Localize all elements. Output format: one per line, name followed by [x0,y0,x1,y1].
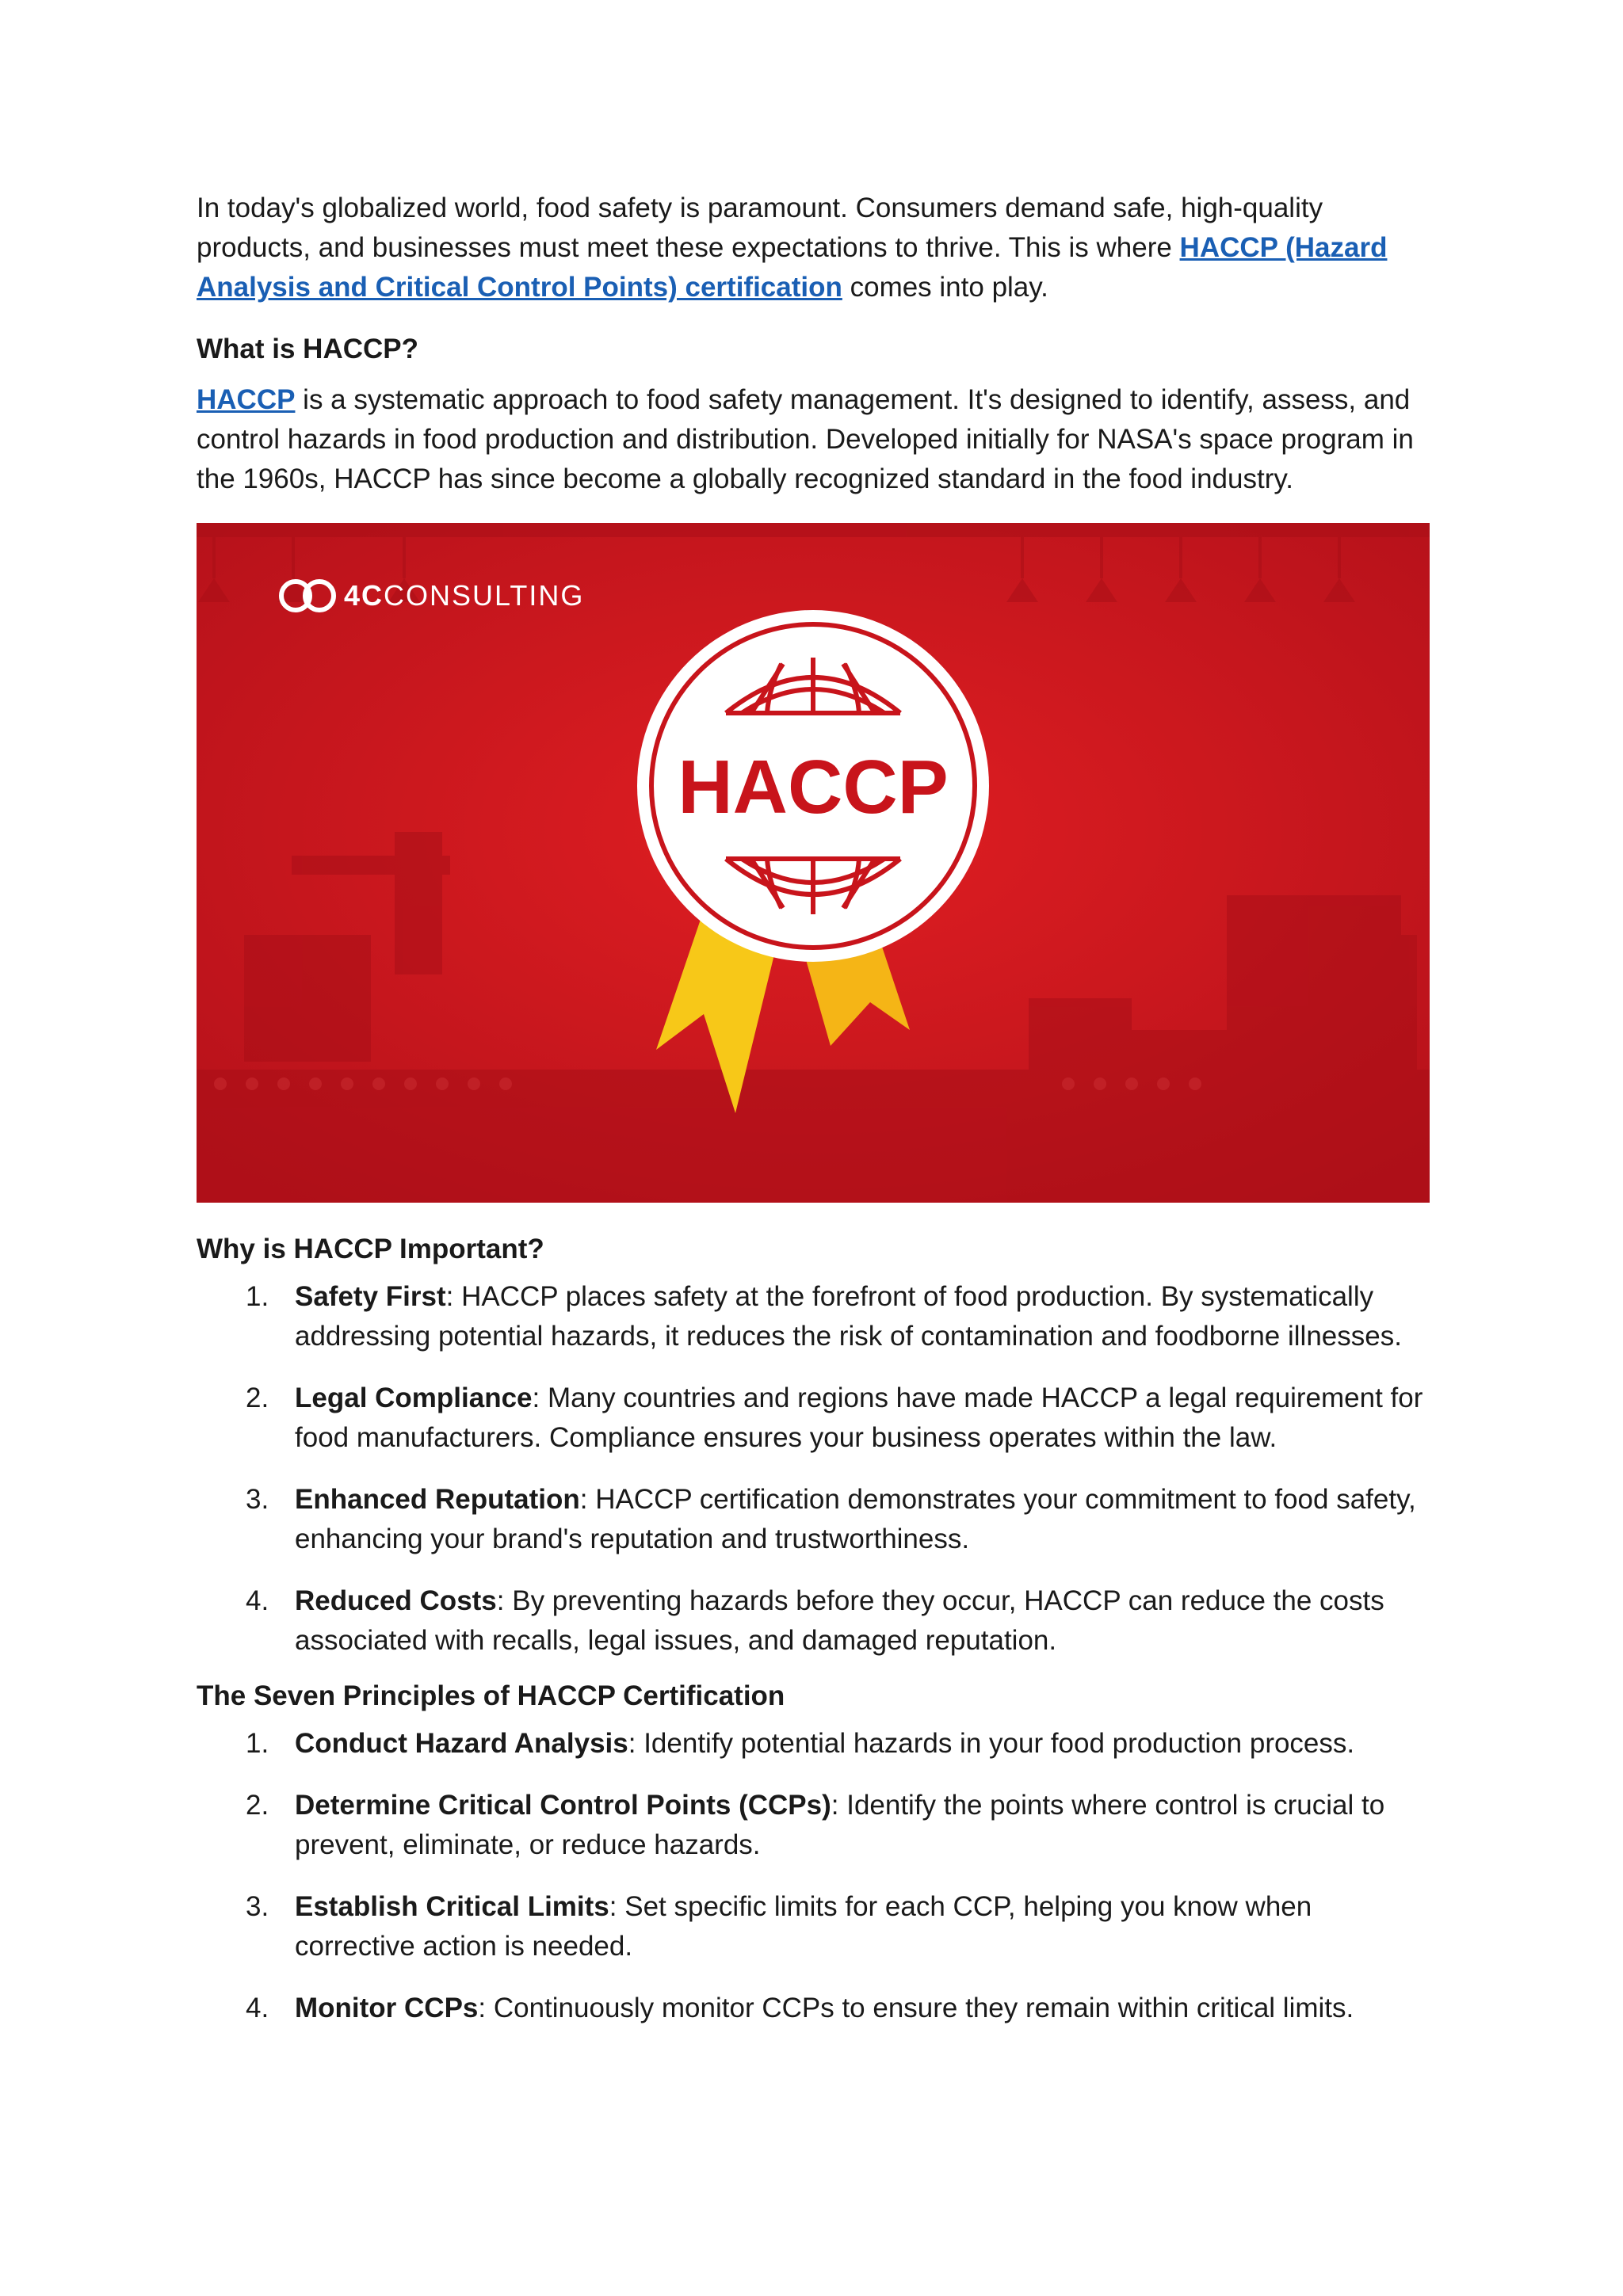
list-number: 3. [246,1484,269,1515]
list-term: Conduct Hazard Analysis [295,1728,628,1759]
haccp-link[interactable]: HACCP [197,384,296,415]
list-text: : By preventing hazards before they occur, HACCP can reduce the costs associated with recalls, legal issues, and damaged reputation. [295,1585,1384,1656]
list-number: 1. [246,1728,269,1759]
haccp-banner-image [197,523,1430,1203]
list-text: : HACCP places safety at the forefront of food production. By systematically addressing potential hazards, it reduces the risk of contamination and foodborne illnesses. [295,1281,1402,1352]
list-item [197,1786,1433,1865]
haccp-certification-link[interactable]: HACCP (Hazard Analysis and Critical Control Points) certification [197,232,1388,303]
list-item [197,1480,1433,1559]
list-item [197,1277,1433,1356]
haccp-badge [637,610,989,962]
list-term: Legal Compliance [295,1383,533,1413]
list-term: Reduced Costs [295,1585,497,1616]
list-text: : Many countries and regions have made HACCP a legal requirement for food manufacturers. Compliance ensures your business operates within the law. [295,1383,1423,1453]
logo-suffix: CONSULTING [384,579,585,612]
what-text: is a systematic approach to food safety management. It's designed to identify, assess, and control hazards in food production and distribution. Developed initially for NASA's space program in the 1960s, HACCP has since become a globally recognized standard in the food industry. [197,384,1414,494]
list-number: 4. [246,1585,269,1616]
list-text: : Set specific limits for each CCP, helping you know when corrective action is needed. [295,1891,1312,1962]
list-item [197,1581,1433,1661]
why-important-list [197,1277,1433,1661]
list-text: : Identify potential hazards in your food production process. [628,1728,1355,1759]
svg-text:4CCONSULTING [344,579,584,612]
list-item [197,1887,1433,1966]
list-text: : Continuously monitor CCPs to ensure they remain within critical limits. [478,1993,1354,2023]
list-item [197,1989,1433,2028]
what-paragraph [197,380,1433,501]
article-content [197,189,1433,2050]
list-text: : HACCP certification demonstrates your commitment to food safety, enhancing your brand's reputation and trustworthiness. [295,1484,1416,1554]
intro-text-after: comes into play. [842,272,1048,303]
list-term: Determine Critical Control Points (CCPs) [295,1790,831,1821]
intro-text-before: In today's globalized world, food safety is paramount. Consumers demand safe, high-quality products, and businesses must meet these expectations to thrive. This is where [197,193,1323,263]
list-term: Establish Critical Limits [295,1891,609,1922]
list-text: : Identify the points where control is crucial to prevent, eliminate, or reduce hazards. [295,1790,1385,1860]
list-number: 2. [246,1383,269,1413]
list-number: 2. [246,1790,269,1821]
badge-haccp-text: HACCP [678,745,949,830]
list-number: 3. [246,1891,269,1922]
heading-seven-principles: The Seven Principles of HACCP Certification [197,1680,785,1711]
list-item [197,1724,1433,1764]
seven-principles-list [197,1724,1433,2028]
list-term: Enhanced Reputation [295,1484,580,1515]
list-number: 4. [246,1993,269,2023]
heading-why-important: Why is HACCP Important? [197,1234,544,1264]
intro-paragraph [197,189,1433,318]
list-term: Safety First [295,1281,446,1312]
list-term: Monitor CCPs [295,1993,479,2023]
heading-what-is-haccp: What is HACCP? [197,334,418,364]
logo-prefix: 4C [344,579,384,612]
list-item [197,1379,1433,1458]
list-number: 1. [246,1281,269,1312]
